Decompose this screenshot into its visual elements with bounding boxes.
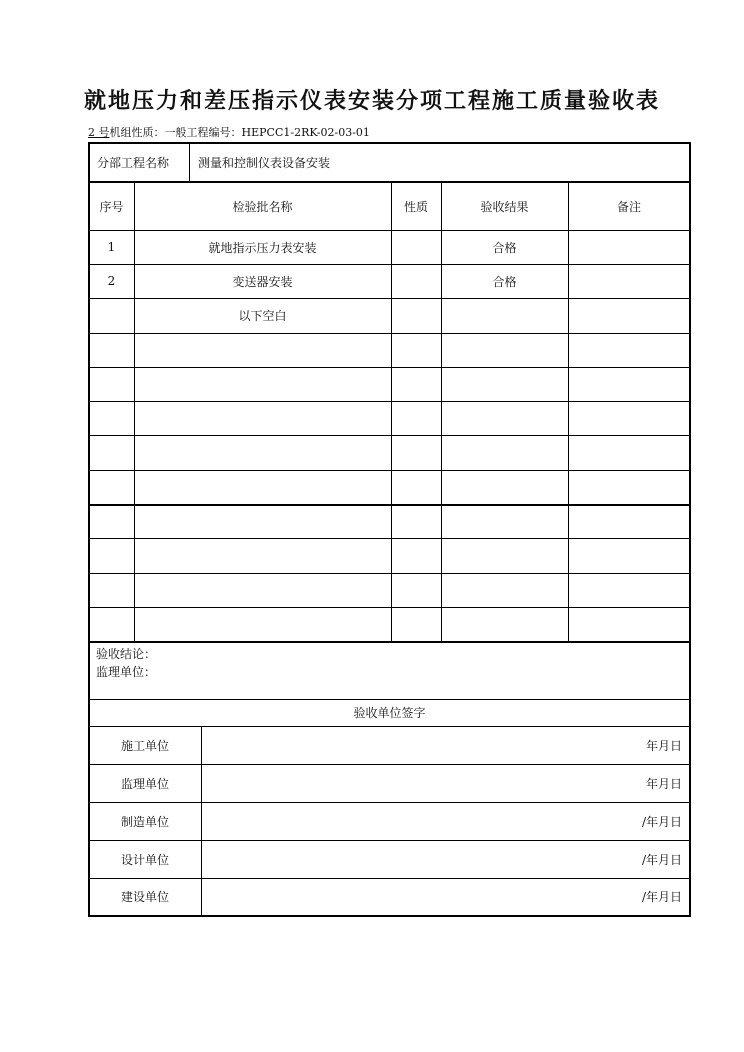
grid-row-line (89, 470, 690, 471)
row-1-nature (391, 230, 441, 264)
header-result: 验收结果 (480, 199, 529, 214)
project-code: HEPCC1-2RK-02-03-01 (241, 126, 370, 139)
meta-line (88, 124, 370, 140)
header-name: 检验批名称 (232, 199, 293, 214)
signature-date-4: /年月日 (641, 852, 682, 867)
unit-number: 2 号 (88, 126, 110, 139)
conclusion-label: 验收结论： (96, 646, 157, 661)
supervisor-label: 监理单位： (96, 664, 157, 679)
row-3-remark (568, 298, 690, 333)
row-2-result: 合格 (492, 274, 517, 289)
signature-date-3: /年月日 (641, 814, 682, 829)
signature-date-2: 年月日 (645, 776, 682, 791)
row-1-seq: 1 (107, 240, 116, 254)
row-2-seq: 2 (107, 274, 116, 288)
header-nature: 性质 (403, 199, 428, 214)
grid-row-line (89, 538, 690, 539)
row-1-name: 就地指示压力表安装 (208, 240, 317, 255)
signature-unit-1: 施工单位 (120, 738, 169, 753)
signature-date-5: /年月日 (641, 890, 682, 904)
grid-row-line (89, 333, 690, 334)
division-label: 分部工程名称 (97, 156, 170, 170)
row-2-name: 变送器安装 (232, 274, 293, 289)
signature-unit-4: 设计单位 (120, 852, 169, 867)
row-2-nature (391, 264, 441, 298)
meta-prefix: 机组性质：一般工程编号： (109, 126, 242, 139)
page-title: 就地压力和差压指示仪表安装分项工程施工质量验收表 (83, 88, 660, 114)
row-3-result (441, 298, 568, 333)
header-seq: 序号 (99, 199, 124, 214)
division-value: 测量和控制仪表设备安装 (198, 156, 331, 170)
row-3-nature (391, 298, 441, 333)
grid-row-line (89, 401, 690, 402)
grid-row-line (89, 435, 690, 436)
table-border-bottom (88, 915, 691, 917)
header-remark: 备注 (616, 199, 641, 214)
grid-row-line (89, 367, 690, 368)
signature-unit-3: 制造单位 (120, 814, 169, 829)
grid-row-line (89, 607, 690, 608)
signature-header: 验收单位签字 (353, 706, 426, 720)
row-1-result: 合格 (492, 240, 517, 255)
row-2-remark (568, 264, 690, 298)
signature-unit-5: 建设单位 (120, 890, 169, 904)
signature-date-1: 年月日 (645, 738, 682, 753)
row-3-seq (89, 298, 134, 333)
signature-unit-2: 监理单位 (120, 776, 169, 791)
row-3-name: 以下空白 (238, 309, 287, 323)
row-1-remark (568, 230, 690, 264)
grid-row-line (89, 504, 690, 506)
grid-row-line (89, 573, 690, 574)
